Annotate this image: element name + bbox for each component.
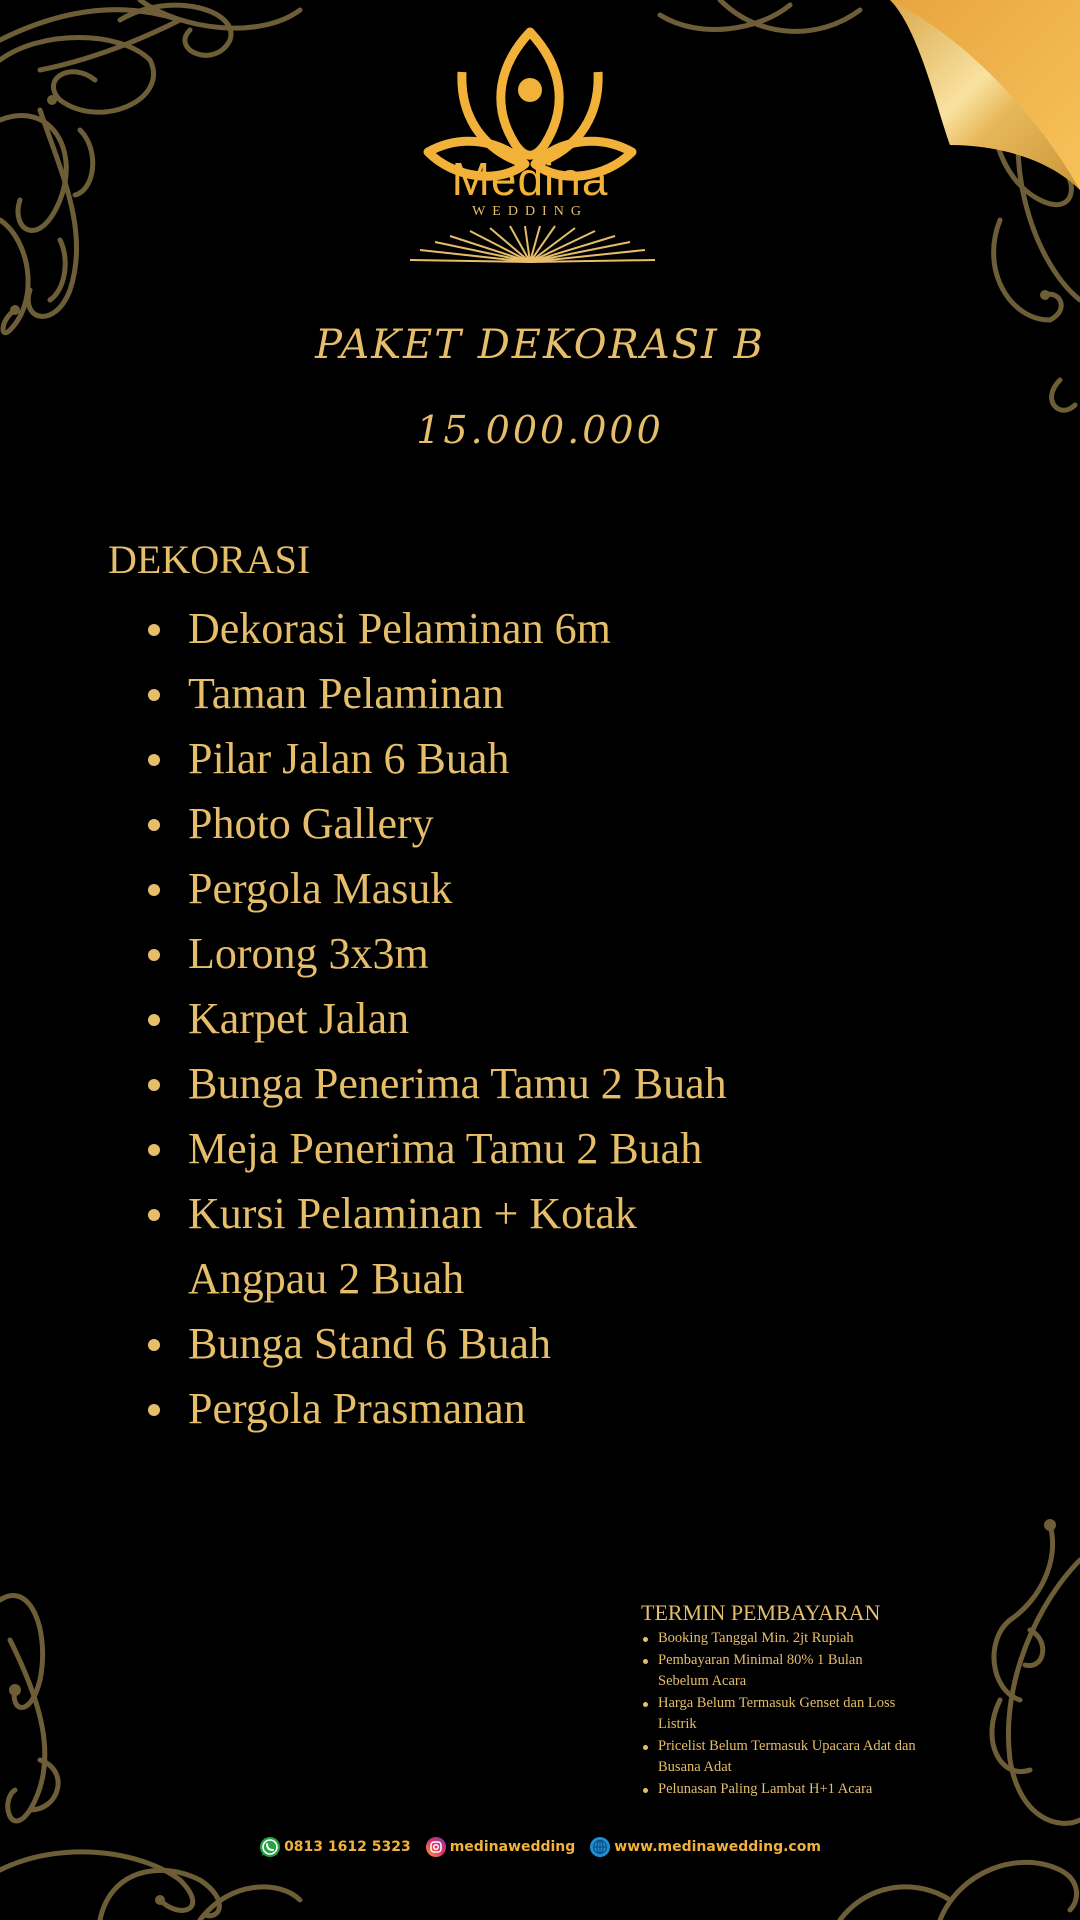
list-item: Karpet Jalan <box>146 986 906 1051</box>
list-item: Pergola Masuk <box>146 856 906 921</box>
brand-name: Medina <box>451 153 609 205</box>
list-item: Lorong 3x3m <box>146 921 906 986</box>
terms-item: Pembayaran Minimal 80% 1 Bulan Sebelum Acara <box>641 1650 908 1693</box>
list-item: Kursi Pelaminan + Kotak Angpau 2 Buah <box>146 1181 748 1311</box>
terms-item: Harga Belum Termasuk Genset dan Loss Listrik <box>641 1693 918 1736</box>
list-item: Photo Gallery <box>146 791 906 856</box>
phone-contact[interactable] <box>259 1836 411 1858</box>
terms-item: Pelunasan Paling Lambat H+1 Acara <box>641 1779 941 1801</box>
payment-terms <box>641 1600 941 1800</box>
brand-logo <box>400 24 660 274</box>
list-item: Taman Pelaminan <box>146 661 906 726</box>
lotus-icon <box>400 24 660 274</box>
contact-footer <box>0 1836 1080 1858</box>
list-item: Bunga Penerima Tamu 2 Buah <box>146 1051 906 1116</box>
section-heading: DEKORASI <box>108 537 311 582</box>
website-contact[interactable] <box>589 1836 821 1858</box>
phone-number: 0813 1612 5323 <box>284 1839 411 1855</box>
list-item: Bunga Stand 6 Buah <box>146 1311 906 1376</box>
instagram-icon <box>425 1836 447 1858</box>
terms-item: Booking Tanggal Min. 2jt Rupiah <box>641 1628 941 1650</box>
website-url: www.medinawedding.com <box>614 1839 821 1855</box>
list-item: Meja Penerima Tamu 2 Buah <box>146 1116 906 1181</box>
instagram-contact[interactable] <box>425 1836 576 1858</box>
decoration-list <box>146 596 906 1441</box>
whatsapp-icon <box>259 1836 281 1858</box>
package-title: PAKET DEKORASI B <box>315 322 765 368</box>
terms-item: Pricelist Belum Termasuk Upacara Adat dan Busana Adat <box>641 1736 918 1779</box>
page-curl-decoration <box>880 0 1080 200</box>
instagram-handle: medinawedding <box>449 1839 576 1855</box>
brand-tagline: WEDDING <box>472 204 588 219</box>
terms-title: TERMIN PEMBAYARAN <box>641 1600 881 1625</box>
package-price: 15.000.000 <box>416 408 664 452</box>
list-item: Dekorasi Pelaminan 6m <box>146 596 906 661</box>
list-item: Pergola Prasmanan <box>146 1376 906 1441</box>
list-item: Pilar Jalan 6 Buah <box>146 726 906 791</box>
globe-icon <box>589 1836 611 1858</box>
